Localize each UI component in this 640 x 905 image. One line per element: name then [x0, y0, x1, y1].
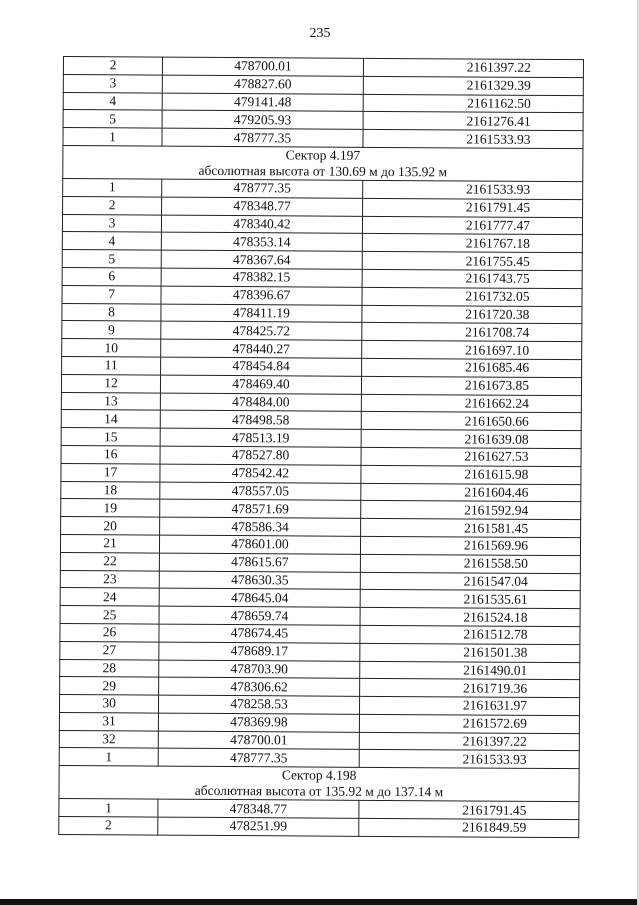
point-number-cell: 15 — [61, 428, 160, 446]
point-number-cell: 4 — [62, 232, 161, 250]
page-number: 235 — [309, 26, 331, 41]
x-coordinate-cell: 478689.17 — [159, 642, 360, 661]
x-coordinate-cell: 478425.72 — [161, 321, 362, 340]
x-coordinate-cell: 479141.48 — [162, 93, 363, 112]
x-coordinate-cell: 478353.14 — [161, 232, 362, 251]
sector-header — [63, 145, 583, 181]
y-coordinate-cell: 2161276.41 — [363, 112, 583, 131]
point-number-cell: 10 — [62, 339, 161, 357]
sector-altitude-range: абсолютная высота от 130.69 м до 135.92 м — [198, 162, 448, 180]
point-number-cell: 2 — [59, 817, 158, 835]
y-coordinate-cell: 2161501.38 — [360, 643, 580, 662]
point-number-cell: 6 — [62, 267, 161, 285]
y-coordinate-cell: 2161849.59 — [359, 818, 579, 837]
y-coordinate-cell: 2161558.50 — [360, 554, 580, 573]
point-number-cell: 5 — [63, 110, 162, 128]
x-coordinate-cell: 478777.35 — [162, 128, 363, 147]
point-number-cell: 1 — [59, 748, 158, 766]
point-number-cell: 23 — [60, 570, 159, 588]
point-number-cell: 25 — [60, 606, 159, 624]
point-number-cell: 19 — [61, 499, 160, 517]
x-coordinate-cell: 478630.35 — [159, 571, 360, 590]
y-coordinate-cell: 2161524.18 — [360, 607, 580, 626]
point-number-cell: 8 — [62, 303, 161, 321]
x-coordinate-cell: 478396.67 — [161, 286, 362, 305]
sector-title: Сектор 4.197 — [285, 147, 361, 163]
x-coordinate-cell: 478659.74 — [159, 606, 360, 625]
point-number-cell: 21 — [60, 534, 159, 552]
x-coordinate-cell: 478513.19 — [160, 428, 361, 447]
x-coordinate-cell: 478251.99 — [158, 817, 359, 836]
table-row — [59, 817, 579, 838]
point-number-cell: 1 — [63, 178, 162, 196]
scan-bottom-edge — [0, 899, 640, 905]
y-coordinate-cell: 2161673.85 — [361, 376, 581, 395]
point-number-cell: 14 — [61, 410, 160, 428]
y-coordinate-cell: 2161791.45 — [359, 801, 579, 820]
point-number-cell: 18 — [61, 481, 160, 499]
x-coordinate-cell: 478369.98 — [159, 713, 360, 732]
coordinates-table — [58, 56, 584, 838]
y-coordinate-cell: 2161533.93 — [362, 180, 582, 199]
point-number-cell: 12 — [61, 374, 160, 392]
x-coordinate-cell: 478557.05 — [160, 482, 361, 501]
x-coordinate-cell: 478348.77 — [158, 799, 359, 818]
point-number-cell: 20 — [61, 517, 160, 535]
x-coordinate-cell: 478777.35 — [158, 749, 359, 768]
x-coordinate-cell: 478827.60 — [162, 75, 363, 94]
y-coordinate-cell: 2161490.01 — [360, 661, 580, 680]
y-coordinate-cell: 2161755.45 — [362, 252, 582, 271]
y-coordinate-cell: 2161592.94 — [361, 501, 581, 520]
x-coordinate-cell: 478674.45 — [159, 624, 360, 643]
y-coordinate-cell: 2161662.24 — [361, 394, 581, 413]
y-coordinate-cell: 2161547.04 — [360, 572, 580, 591]
point-number-cell: 32 — [59, 730, 158, 748]
x-coordinate-cell: 478615.67 — [159, 553, 360, 572]
point-number-cell: 3 — [63, 74, 162, 92]
x-coordinate-cell: 478340.42 — [162, 215, 363, 234]
y-coordinate-cell: 2161627.53 — [361, 447, 581, 466]
point-number-cell: 7 — [62, 285, 161, 303]
sector-header-row — [59, 766, 579, 802]
sector-header-row — [63, 145, 583, 181]
y-coordinate-cell: 2161512.78 — [360, 625, 580, 644]
y-coordinate-cell: 2161604.46 — [361, 483, 581, 502]
x-coordinate-cell: 478469.40 — [161, 375, 362, 394]
y-coordinate-cell: 2161639.08 — [361, 429, 581, 448]
point-number-cell: 17 — [61, 463, 160, 481]
point-number-cell: 28 — [60, 659, 159, 677]
x-coordinate-cell: 478645.04 — [159, 588, 360, 607]
x-coordinate-cell: 478258.53 — [159, 695, 360, 714]
y-coordinate-cell: 2161791.45 — [362, 198, 582, 217]
y-coordinate-cell: 2161572.69 — [359, 714, 579, 733]
sector-title: Сектор 4.198 — [281, 767, 357, 784]
y-coordinate-cell: 2161732.05 — [362, 287, 582, 306]
x-coordinate-cell: 478571.69 — [160, 499, 361, 518]
y-coordinate-cell: 2161615.98 — [361, 465, 581, 484]
y-coordinate-cell: 2161162.50 — [363, 94, 583, 113]
x-coordinate-cell: 478411.19 — [161, 304, 362, 323]
point-number-cell: 3 — [62, 214, 161, 232]
y-coordinate-cell: 2161533.93 — [363, 130, 583, 149]
x-coordinate-cell: 478777.35 — [162, 179, 363, 198]
y-coordinate-cell: 2161533.93 — [359, 750, 579, 769]
y-coordinate-cell: 2161650.66 — [361, 412, 581, 431]
point-number-cell: 2 — [63, 196, 162, 214]
coordinates-table-body — [59, 57, 584, 838]
y-coordinate-cell: 2161569.96 — [360, 536, 580, 555]
x-coordinate-cell: 478498.58 — [160, 410, 361, 429]
y-coordinate-cell: 2161397.22 — [359, 732, 579, 751]
point-number-cell: 27 — [60, 641, 159, 659]
x-coordinate-cell: 478348.77 — [162, 197, 363, 216]
sector-altitude-range: абсолютная высота от 135.92 м до 137.14 м — [194, 783, 444, 800]
x-coordinate-cell: 478586.34 — [160, 517, 361, 536]
y-coordinate-cell: 2161329.39 — [363, 76, 583, 95]
y-coordinate-cell: 2161719.36 — [359, 679, 579, 698]
x-coordinate-cell: 479205.93 — [162, 110, 363, 129]
x-coordinate-cell: 478703.90 — [159, 660, 360, 679]
x-coordinate-cell: 478542.42 — [160, 464, 361, 483]
point-number-cell: 1 — [63, 128, 162, 146]
point-number-cell: 9 — [62, 321, 161, 339]
sector-header — [59, 766, 579, 802]
point-number-cell: 31 — [59, 712, 158, 730]
x-coordinate-cell: 478700.01 — [158, 731, 359, 750]
x-coordinate-cell: 478382.15 — [161, 268, 362, 287]
y-coordinate-cell: 2161685.46 — [361, 358, 581, 377]
point-number-cell: 26 — [60, 623, 159, 641]
x-coordinate-cell: 478306.62 — [159, 677, 360, 696]
point-number-cell: 1 — [59, 799, 158, 817]
y-coordinate-cell: 2161743.75 — [362, 269, 582, 288]
x-coordinate-cell: 478527.80 — [160, 446, 361, 465]
point-number-cell: 13 — [61, 392, 160, 410]
point-number-cell: 16 — [61, 445, 160, 463]
point-number-cell: 29 — [60, 677, 159, 695]
x-coordinate-cell: 478454.84 — [161, 357, 362, 376]
y-coordinate-cell: 2161767.18 — [362, 234, 582, 253]
y-coordinate-cell: 2161720.38 — [362, 305, 582, 324]
x-coordinate-cell: 478700.01 — [163, 57, 364, 76]
point-number-cell: 4 — [63, 92, 162, 110]
y-coordinate-cell: 2161397.22 — [363, 58, 583, 77]
x-coordinate-cell: 478440.27 — [161, 339, 362, 358]
point-number-cell: 2 — [63, 57, 162, 75]
point-number-cell: 22 — [60, 552, 159, 570]
x-coordinate-cell: 478484.00 — [160, 393, 361, 412]
point-number-cell: 5 — [62, 250, 161, 268]
y-coordinate-cell: 2161631.97 — [359, 696, 579, 715]
y-coordinate-cell: 2161708.74 — [362, 323, 582, 342]
point-number-cell: 11 — [62, 356, 161, 374]
y-coordinate-cell: 2161581.45 — [360, 518, 580, 537]
x-coordinate-cell: 478367.64 — [161, 250, 362, 269]
y-coordinate-cell: 2161777.47 — [362, 216, 582, 235]
point-number-cell: 24 — [60, 588, 159, 606]
x-coordinate-cell: 478601.00 — [160, 535, 361, 554]
y-coordinate-cell: 2161535.61 — [360, 590, 580, 609]
y-coordinate-cell: 2161697.10 — [362, 340, 582, 359]
point-number-cell: 30 — [59, 695, 158, 713]
